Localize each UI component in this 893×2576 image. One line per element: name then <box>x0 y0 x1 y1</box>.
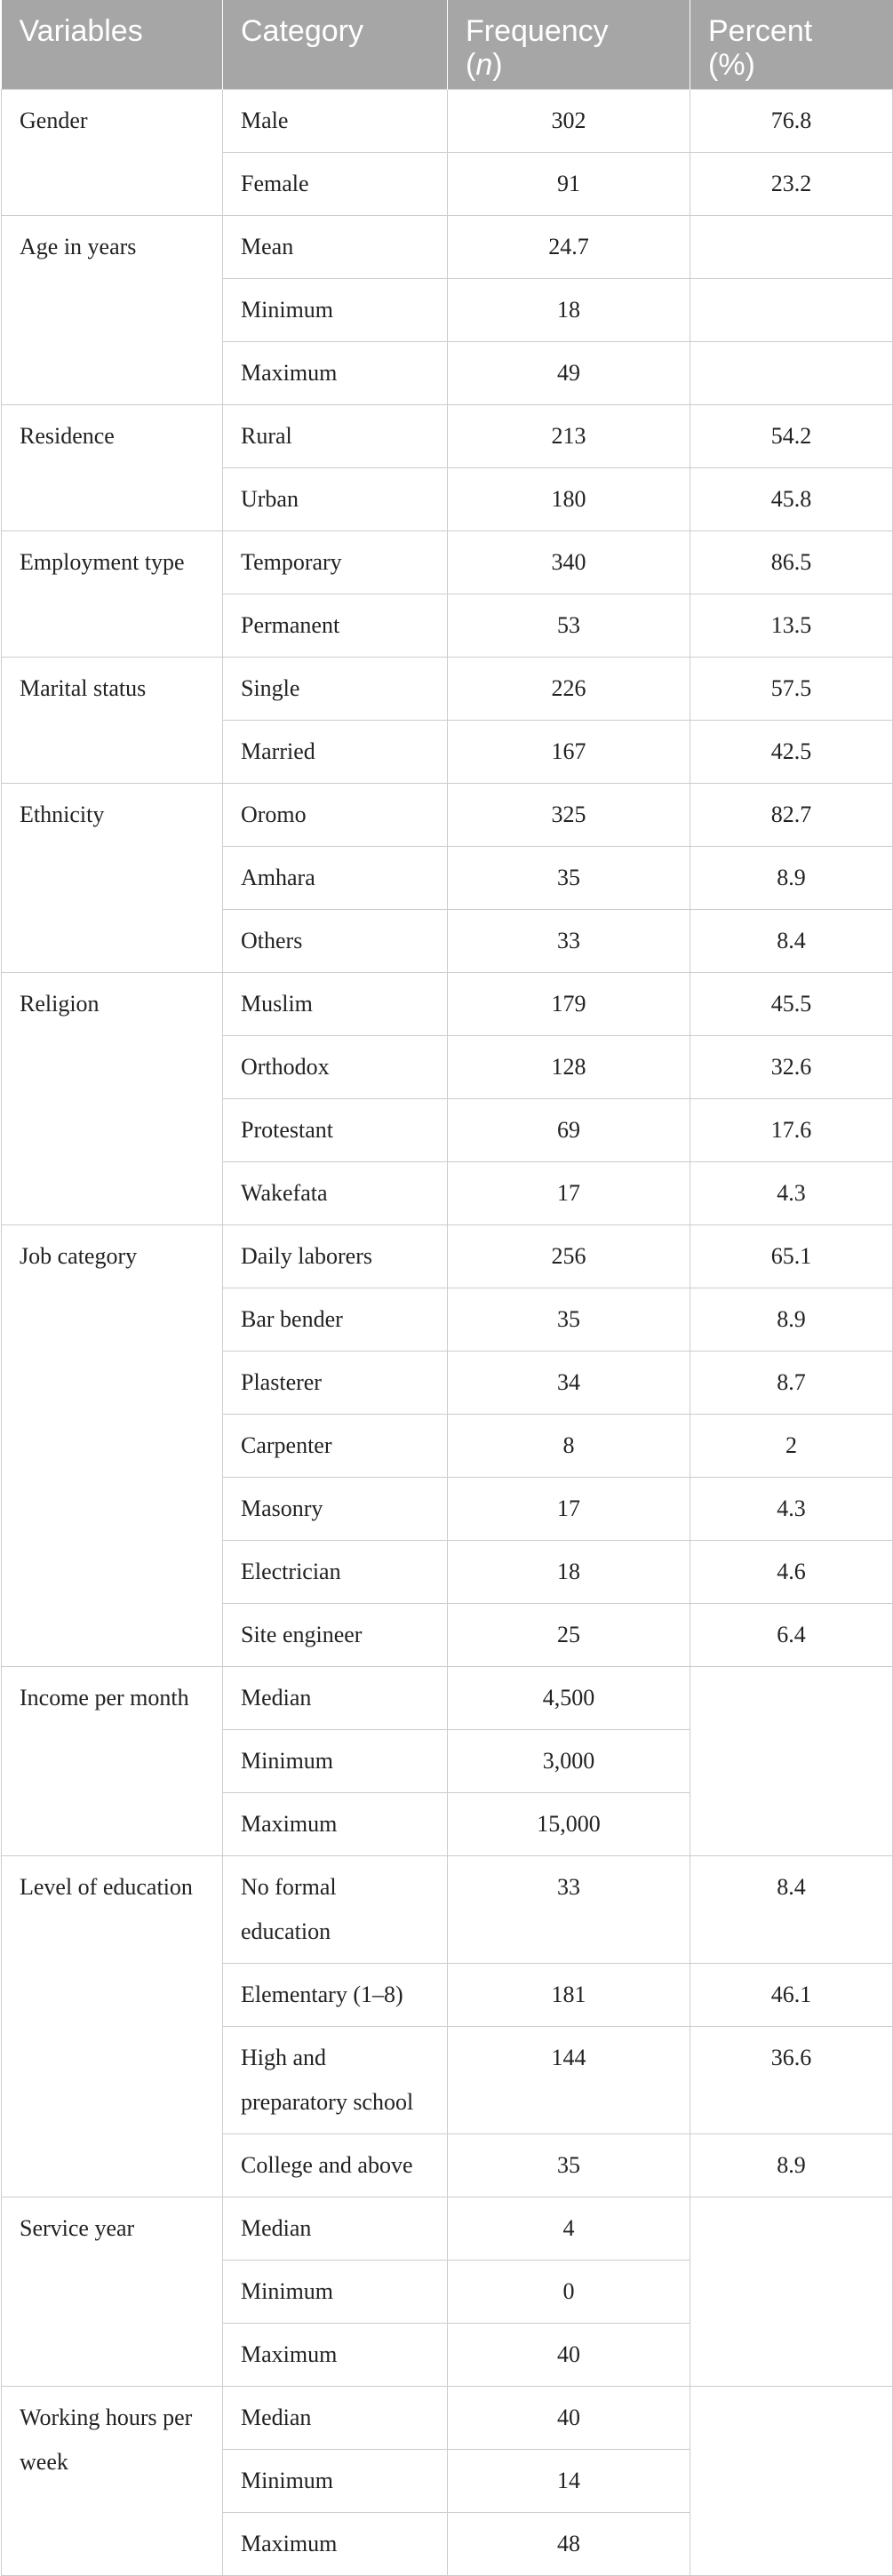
table-row <box>2 658 893 721</box>
percent-cell: 42.5 <box>690 721 893 784</box>
category-cell: Male <box>223 90 448 153</box>
variable-cell: Working hours per week <box>2 2387 223 2576</box>
category-cell: High and preparatory school <box>223 2027 448 2134</box>
percent-cell: 8.9 <box>690 2134 893 2197</box>
header-row <box>2 0 893 90</box>
frequency-cell: 35 <box>448 847 690 910</box>
percent-cell: 32.6 <box>690 1036 893 1099</box>
category-cell: Maximum <box>223 2324 448 2387</box>
frequency-cell: 40 <box>448 2387 690 2450</box>
percent-cell-empty <box>690 2387 893 2576</box>
category-cell: Median <box>223 1667 448 1730</box>
variable-cell: Employment type <box>2 531 223 658</box>
category-cell: Electrician <box>223 1541 448 1604</box>
variable-cell: Age in years <box>2 216 223 405</box>
header-percent-unit: (%) <box>708 48 755 82</box>
frequency-cell: 49 <box>448 342 690 405</box>
frequency-cell: 17 <box>448 1478 690 1541</box>
category-cell: Site engineer <box>223 1604 448 1667</box>
category-cell: Carpenter <box>223 1415 448 1478</box>
percent-cell: 4.6 <box>690 1541 893 1604</box>
category-cell: No formal education <box>223 1856 448 1964</box>
frequency-cell: 181 <box>448 1964 690 2027</box>
category-cell: Urban <box>223 468 448 531</box>
frequency-cell: 128 <box>448 1036 690 1099</box>
frequency-cell: 35 <box>448 2134 690 2197</box>
percent-cell: 4.3 <box>690 1162 893 1225</box>
table-row <box>2 531 893 594</box>
table-row <box>2 1856 893 1964</box>
variable-cell: Service year <box>2 2197 223 2387</box>
percent-cell: 45.8 <box>690 468 893 531</box>
header-frequency-n: n <box>475 48 493 82</box>
frequency-cell: 325 <box>448 784 690 847</box>
header-variables <box>2 0 223 90</box>
header-category <box>223 0 448 90</box>
frequency-cell: 0 <box>448 2261 690 2324</box>
category-cell: Mean <box>223 216 448 279</box>
frequency-cell: 8 <box>448 1415 690 1478</box>
category-cell: Others <box>223 910 448 973</box>
table-row <box>2 405 893 468</box>
frequency-cell: 48 <box>448 2513 690 2576</box>
frequency-cell: 53 <box>448 594 690 658</box>
percent-cell: 76.8 <box>690 90 893 153</box>
frequency-cell: 40 <box>448 2324 690 2387</box>
header-frequency: Frequency (n) <box>448 0 690 90</box>
frequency-cell: 91 <box>448 153 690 216</box>
percent-cell: 4.3 <box>690 1478 893 1541</box>
category-cell: Single <box>223 658 448 721</box>
header-percent-label: Percent <box>708 14 813 48</box>
frequency-cell: 167 <box>448 721 690 784</box>
table-body <box>2 90 893 2576</box>
frequency-cell: 256 <box>448 1225 690 1288</box>
category-cell: Maximum <box>223 1793 448 1856</box>
header-variables-label: Variables <box>19 14 143 48</box>
table-row <box>2 90 893 153</box>
frequency-cell: 4 <box>448 2197 690 2261</box>
frequency-cell: 33 <box>448 1856 690 1964</box>
table-row <box>2 1225 893 1288</box>
category-cell: Plasterer <box>223 1352 448 1415</box>
percent-cell: 36.6 <box>690 2027 893 2134</box>
category-cell: Minimum <box>223 1730 448 1793</box>
category-cell: Median <box>223 2197 448 2261</box>
percent-cell: 17.6 <box>690 1099 893 1162</box>
frequency-cell: 302 <box>448 90 690 153</box>
frequency-cell: 14 <box>448 2450 690 2513</box>
percent-cell: 46.1 <box>690 1964 893 2027</box>
frequency-cell: 24.7 <box>448 216 690 279</box>
frequency-cell: 25 <box>448 1604 690 1667</box>
percent-cell-empty <box>690 2197 893 2387</box>
variable-cell: Gender <box>2 90 223 216</box>
percent-cell: 8.9 <box>690 1288 893 1352</box>
table-row <box>2 1667 893 1730</box>
percent-cell: 8.9 <box>690 847 893 910</box>
category-cell: Protestant <box>223 1099 448 1162</box>
table-header <box>2 0 893 90</box>
frequency-cell: 69 <box>448 1099 690 1162</box>
frequency-cell: 340 <box>448 531 690 594</box>
table-row <box>2 2387 893 2450</box>
header-category-label: Category <box>241 14 363 48</box>
frequency-cell: 180 <box>448 468 690 531</box>
percent-cell: 86.5 <box>690 531 893 594</box>
variable-cell: Income per month <box>2 1667 223 1856</box>
frequency-cell: 4,500 <box>448 1667 690 1730</box>
frequency-cell: 179 <box>448 973 690 1036</box>
category-cell: Permanent <box>223 594 448 658</box>
percent-cell <box>690 342 893 405</box>
category-cell: Female <box>223 153 448 216</box>
frequency-cell: 18 <box>448 1541 690 1604</box>
frequency-cell: 35 <box>448 1288 690 1352</box>
percent-cell: 57.5 <box>690 658 893 721</box>
category-cell: Rural <box>223 405 448 468</box>
percent-cell: 65.1 <box>690 1225 893 1288</box>
table-row <box>2 2197 893 2261</box>
variable-cell: Job category <box>2 1225 223 1667</box>
category-cell: Married <box>223 721 448 784</box>
category-cell: Maximum <box>223 342 448 405</box>
table-row <box>2 784 893 847</box>
table-row <box>2 216 893 279</box>
percent-cell: 13.5 <box>690 594 893 658</box>
frequency-cell: 33 <box>448 910 690 973</box>
frequency-cell: 15,000 <box>448 1793 690 1856</box>
category-cell: Maximum <box>223 2513 448 2576</box>
variable-cell: Residence <box>2 405 223 531</box>
percent-cell: 23.2 <box>690 153 893 216</box>
category-cell: Minimum <box>223 2450 448 2513</box>
category-cell: Elementary (1–8) <box>223 1964 448 2027</box>
frequency-cell: 226 <box>448 658 690 721</box>
frequency-cell: 18 <box>448 279 690 342</box>
header-frequency-label: Frequency <box>466 14 609 48</box>
variable-cell: Level of education <box>2 1856 223 2197</box>
category-cell: Orthodox <box>223 1036 448 1099</box>
demographics-table <box>1 0 893 2576</box>
category-cell: Temporary <box>223 531 448 594</box>
percent-cell: 8.7 <box>690 1352 893 1415</box>
percent-cell: 54.2 <box>690 405 893 468</box>
category-cell: Minimum <box>223 279 448 342</box>
frequency-cell: 3,000 <box>448 1730 690 1793</box>
category-cell: Median <box>223 2387 448 2450</box>
variable-cell: Marital status <box>2 658 223 784</box>
category-cell: Wakefata <box>223 1162 448 1225</box>
frequency-cell: 17 <box>448 1162 690 1225</box>
percent-cell: 82.7 <box>690 784 893 847</box>
category-cell: College and above <box>223 2134 448 2197</box>
table-row <box>2 973 893 1036</box>
header-percent <box>690 0 893 90</box>
category-cell: Oromo <box>223 784 448 847</box>
percent-cell: 6.4 <box>690 1604 893 1667</box>
percent-cell <box>690 279 893 342</box>
percent-cell <box>690 216 893 279</box>
category-cell: Muslim <box>223 973 448 1036</box>
category-cell: Amhara <box>223 847 448 910</box>
frequency-cell: 34 <box>448 1352 690 1415</box>
percent-cell: 8.4 <box>690 910 893 973</box>
frequency-cell: 213 <box>448 405 690 468</box>
percent-cell-empty <box>690 1667 893 1856</box>
percent-cell: 45.5 <box>690 973 893 1036</box>
category-cell: Daily laborers <box>223 1225 448 1288</box>
variable-cell: Ethnicity <box>2 784 223 973</box>
category-cell: Bar bender <box>223 1288 448 1352</box>
percent-cell: 8.4 <box>690 1856 893 1964</box>
category-cell: Masonry <box>223 1478 448 1541</box>
percent-cell: 2 <box>690 1415 893 1478</box>
frequency-cell: 144 <box>448 2027 690 2134</box>
variable-cell: Religion <box>2 973 223 1225</box>
category-cell: Minimum <box>223 2261 448 2324</box>
